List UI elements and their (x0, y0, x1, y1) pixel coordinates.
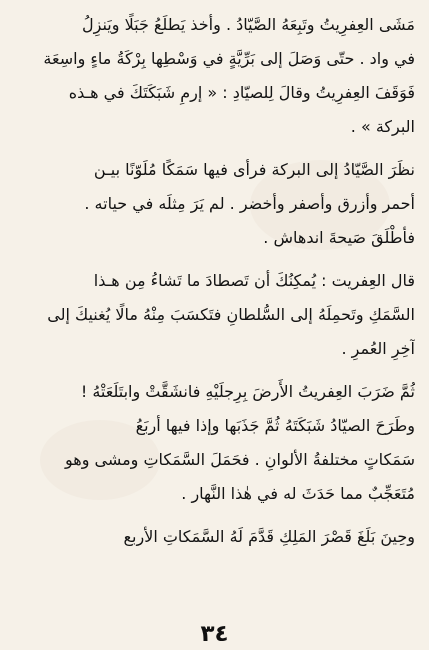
text-line: سَمَكاتٍ مختلفةُ الألوانِ . فحَمَلَ السَّمَكاتِ ومشى وهو (64, 450, 415, 469)
text-line: أحمر وأزرق وأصفر وأخضر . لم يَرَ مِثلَه في حياته . (84, 194, 415, 213)
text-line: آخِرِ العُمرِ . (341, 339, 415, 358)
text-line: فأطْلَقَ صَيحةَ اندهاش . (263, 228, 415, 247)
paragraph (14, 153, 415, 255)
text-line: مَشَى العِفرِيتُ وتَبِعَهُ الصَّيّادُ . وأخذ يَطلَعُ جَبَلًا ويَنزِلُ (82, 15, 415, 34)
text-line: السَّمَكِ وتَحمِلَهُ إلى السُّلطانِ فتَكسَبَ مِنْهُ مالًا يُغنيكَ إلى (47, 305, 415, 324)
text-line: في واد . حتّى وَصَلَ إلى بَرِّيَّةٍ في وَسْطِها بِرْكَةُ ماءٍ واسِعَة (43, 49, 415, 68)
text-line: نظَرَ الصَّيّادُ إلى البركة فرأى فيها سَمَكًا مُلَوّنًا بيـن (93, 160, 415, 179)
text-line: وحِينَ بَلَغَ قَصْرَ المَلِكِ قَدَّمَ لَهُ السَّمَكاتِ الأربع (123, 527, 415, 546)
text-line: ثُمَّ ضَرَبَ العِفريتُ الأَرضَ بِرِجلَيْهِ فانشَقَّتْ وابتَلَعَتْهُ ! (80, 382, 415, 401)
paragraph (14, 520, 415, 554)
text-line: وطَرَحَ الصيّادُ شَبَكَتَهُ ثُمَّ جَذَبَها وإذا فيها أربَعُ (135, 416, 415, 435)
page-number: ٣٤ (200, 621, 229, 647)
paragraph (14, 264, 415, 366)
paragraph (14, 375, 415, 511)
text-line: قال العِفريت : يُمكِنُكَ أن تَصطادَ ما تَشاءُ مِن هـذا (93, 271, 415, 290)
text-line: مُتَعَجِّبٌ مما حَدَثَ له في هٰذا النَّهار . (181, 484, 415, 503)
text-line: فَوَقَفَ العِفرِيتُ وقالَ لِلصيّادِ : « إرمِ شَبَكَتَكَ في هـذه (68, 83, 415, 102)
text-line: البركة » . (350, 117, 415, 136)
paragraph (14, 8, 415, 144)
page-body (14, 8, 415, 622)
